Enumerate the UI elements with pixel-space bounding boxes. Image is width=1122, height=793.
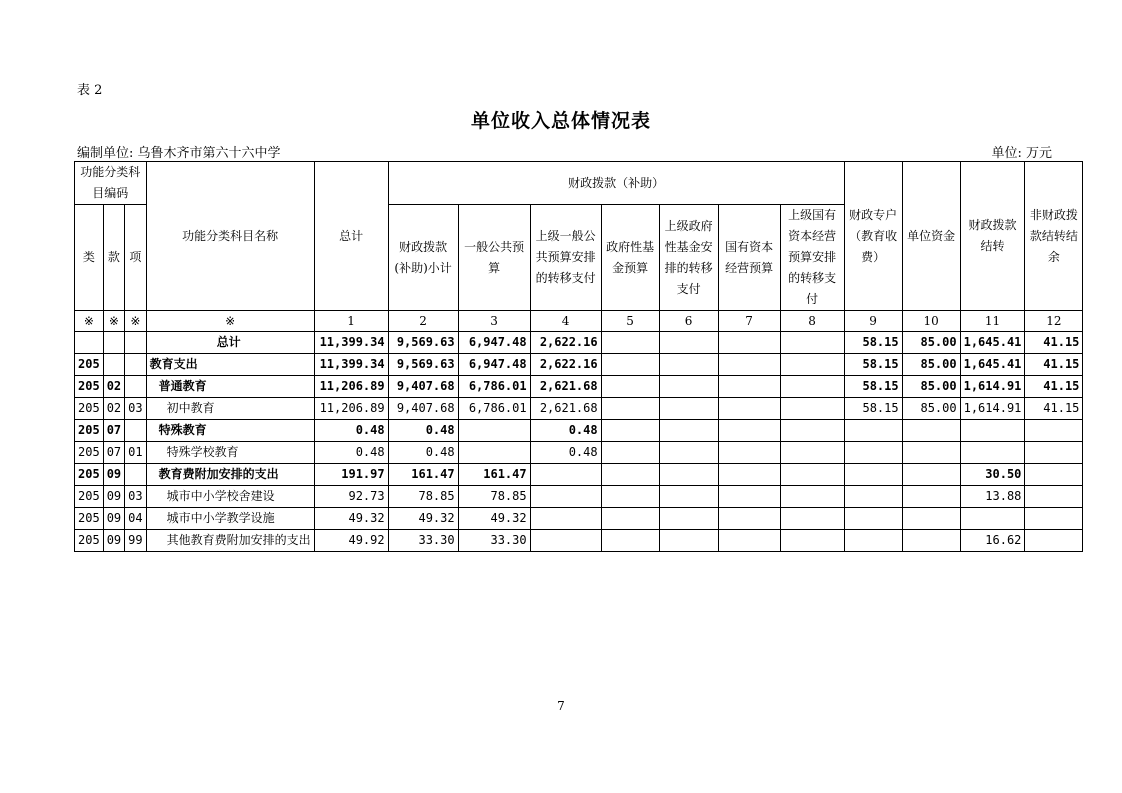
amount-cell: 11,206.89 bbox=[314, 398, 388, 420]
table-row bbox=[75, 420, 1083, 442]
amount-cell: 0.48 bbox=[530, 442, 601, 464]
amount-cell: 78.85 bbox=[388, 486, 458, 508]
header-code-lei: 类 bbox=[75, 205, 104, 311]
amount-cell bbox=[659, 332, 718, 354]
amount-cell bbox=[530, 508, 601, 530]
amount-cell bbox=[780, 486, 844, 508]
code-lei-cell bbox=[75, 332, 104, 354]
amount-cell bbox=[601, 398, 659, 420]
amount-cell: 6,786.01 bbox=[458, 398, 530, 420]
amount-cell bbox=[844, 486, 902, 508]
index-cell: 9 bbox=[844, 311, 902, 332]
amount-cell bbox=[718, 354, 780, 376]
amount-cell: 16.62 bbox=[960, 530, 1025, 552]
amount-cell: 9,407.68 bbox=[388, 398, 458, 420]
amount-cell bbox=[844, 508, 902, 530]
amount-cell bbox=[960, 442, 1025, 464]
code-lei-cell: 205 bbox=[75, 376, 104, 398]
amount-cell: 78.85 bbox=[458, 486, 530, 508]
amount-cell bbox=[902, 420, 960, 442]
amount-cell bbox=[718, 442, 780, 464]
amount-cell bbox=[718, 332, 780, 354]
index-cell: 12 bbox=[1025, 311, 1083, 332]
amount-cell bbox=[1025, 420, 1083, 442]
amount-cell: 0.48 bbox=[314, 442, 388, 464]
code-lei-cell: 205 bbox=[75, 530, 104, 552]
amount-cell bbox=[601, 442, 659, 464]
amount-cell bbox=[659, 376, 718, 398]
header-fiscal-carry: 财政拨款结转 bbox=[960, 162, 1025, 311]
amount-cell: 41.15 bbox=[1025, 354, 1083, 376]
table-row bbox=[75, 398, 1083, 420]
header-code-xiang: 项 bbox=[125, 205, 146, 311]
amount-cell bbox=[1025, 508, 1083, 530]
amount-cell: 58.15 bbox=[844, 376, 902, 398]
code-xiang-cell: 04 bbox=[125, 508, 146, 530]
code-xiang-cell: 03 bbox=[125, 398, 146, 420]
amount-cell: 6,947.48 bbox=[458, 354, 530, 376]
table-row bbox=[75, 376, 1083, 398]
table-row bbox=[75, 508, 1083, 530]
header-unit-fund: 单位资金 bbox=[902, 162, 960, 311]
amount-cell: 33.30 bbox=[458, 530, 530, 552]
index-cell: 10 bbox=[902, 311, 960, 332]
code-lei-cell: 205 bbox=[75, 442, 104, 464]
header-fiscal-group: 财政拨款（补助） bbox=[388, 162, 844, 205]
subject-name-cell: 城市中小学校舍建设 bbox=[146, 486, 314, 508]
subject-name-cell: 初中教育 bbox=[146, 398, 314, 420]
code-lei-cell: 205 bbox=[75, 354, 104, 376]
page-number: 7 bbox=[557, 699, 565, 713]
index-cell: 8 bbox=[780, 311, 844, 332]
amount-cell bbox=[902, 530, 960, 552]
code-xiang-cell: 99 bbox=[125, 530, 146, 552]
index-cell: ※ bbox=[103, 311, 124, 332]
page-title: 单位收入总体情况表 bbox=[470, 110, 651, 132]
index-cell: 2 bbox=[388, 311, 458, 332]
index-cell: 6 bbox=[659, 311, 718, 332]
header-upper-general: 上级一般公共预算安排的转移支付 bbox=[530, 205, 601, 311]
amount-cell: 6,786.01 bbox=[458, 376, 530, 398]
code-kuan-cell bbox=[103, 332, 124, 354]
amount-cell bbox=[601, 420, 659, 442]
index-cell: 5 bbox=[601, 311, 659, 332]
amount-cell: 85.00 bbox=[902, 398, 960, 420]
code-kuan-cell: 09 bbox=[103, 486, 124, 508]
amount-cell bbox=[902, 508, 960, 530]
amount-cell bbox=[780, 420, 844, 442]
index-cell: 3 bbox=[458, 311, 530, 332]
amount-cell: 11,206.89 bbox=[314, 376, 388, 398]
amount-cell: 49.92 bbox=[314, 530, 388, 552]
amount-cell bbox=[902, 486, 960, 508]
amount-cell: 85.00 bbox=[902, 354, 960, 376]
amount-cell bbox=[780, 398, 844, 420]
amount-cell bbox=[659, 442, 718, 464]
amount-cell: 2,621.68 bbox=[530, 376, 601, 398]
code-lei-cell: 205 bbox=[75, 508, 104, 530]
code-xiang-cell bbox=[125, 332, 146, 354]
table-row bbox=[75, 464, 1083, 486]
header-nonfiscal-carry: 非财政拨款结转结余 bbox=[1025, 162, 1083, 311]
index-cell: 7 bbox=[718, 311, 780, 332]
amount-cell: 58.15 bbox=[844, 354, 902, 376]
code-lei-cell: 205 bbox=[75, 486, 104, 508]
amount-cell bbox=[844, 464, 902, 486]
amount-cell bbox=[530, 486, 601, 508]
subject-name-cell: 普通教育 bbox=[146, 376, 314, 398]
amount-cell bbox=[659, 486, 718, 508]
amount-cell bbox=[601, 354, 659, 376]
subject-name-cell: 特殊教育 bbox=[146, 420, 314, 442]
amount-cell bbox=[718, 530, 780, 552]
table-row bbox=[75, 442, 1083, 464]
code-kuan-cell: 07 bbox=[103, 442, 124, 464]
code-xiang-cell bbox=[125, 354, 146, 376]
code-kuan-cell: 09 bbox=[103, 508, 124, 530]
amount-cell bbox=[780, 464, 844, 486]
amount-cell: 41.15 bbox=[1025, 376, 1083, 398]
amount-cell bbox=[659, 508, 718, 530]
amount-cell: 0.48 bbox=[314, 420, 388, 442]
code-xiang-cell bbox=[125, 376, 146, 398]
code-kuan-cell bbox=[103, 354, 124, 376]
amount-cell bbox=[718, 376, 780, 398]
header-special-edu: 财政专户（教育收费） bbox=[844, 162, 902, 311]
amount-cell: 11,399.34 bbox=[314, 354, 388, 376]
index-cell: 4 bbox=[530, 311, 601, 332]
code-lei-cell: 205 bbox=[75, 398, 104, 420]
amount-cell: 2,622.16 bbox=[530, 354, 601, 376]
header-total: 总计 bbox=[314, 162, 388, 311]
index-row bbox=[75, 311, 1083, 332]
amount-cell: 1,614.91 bbox=[960, 376, 1025, 398]
header-gov-fund: 政府性基金预算 bbox=[601, 205, 659, 311]
amount-cell: 0.48 bbox=[530, 420, 601, 442]
amount-cell: 1,645.41 bbox=[960, 354, 1025, 376]
income-table bbox=[74, 161, 1083, 552]
amount-cell bbox=[601, 376, 659, 398]
amount-cell bbox=[659, 354, 718, 376]
table-number: 表 2 bbox=[77, 83, 103, 98]
amount-cell: 13.88 bbox=[960, 486, 1025, 508]
amount-cell: 161.47 bbox=[388, 464, 458, 486]
index-cell: ※ bbox=[125, 311, 146, 332]
amount-cell: 11,399.34 bbox=[314, 332, 388, 354]
header-upper-fund: 上级政府性基金安排的转移支付 bbox=[659, 205, 718, 311]
amount-cell: 92.73 bbox=[314, 486, 388, 508]
subject-name-cell: 教育费附加安排的支出 bbox=[146, 464, 314, 486]
code-kuan-cell: 09 bbox=[103, 530, 124, 552]
code-xiang-cell bbox=[125, 464, 146, 486]
amount-cell: 9,569.63 bbox=[388, 332, 458, 354]
amount-cell: 1,614.91 bbox=[960, 398, 1025, 420]
header-code-group: 功能分类科目编码 bbox=[75, 162, 147, 205]
amount-cell bbox=[530, 530, 601, 552]
header-state-capital: 国有资本经营预算 bbox=[718, 205, 780, 311]
amount-cell: 85.00 bbox=[902, 376, 960, 398]
table-row bbox=[75, 332, 1083, 354]
amount-cell bbox=[601, 464, 659, 486]
amount-cell bbox=[601, 332, 659, 354]
amount-cell: 0.48 bbox=[388, 420, 458, 442]
index-cell: ※ bbox=[146, 311, 314, 332]
amount-cell bbox=[844, 530, 902, 552]
code-lei-cell: 205 bbox=[75, 464, 104, 486]
amount-cell: 49.32 bbox=[314, 508, 388, 530]
subject-name-cell: 教育支出 bbox=[146, 354, 314, 376]
amount-cell bbox=[458, 420, 530, 442]
unit-label: 单位: 万元 bbox=[991, 146, 1052, 161]
amount-cell: 6,947.48 bbox=[458, 332, 530, 354]
amount-cell bbox=[601, 530, 659, 552]
amount-cell bbox=[1025, 464, 1083, 486]
code-xiang-cell bbox=[125, 420, 146, 442]
amount-cell: 0.48 bbox=[388, 442, 458, 464]
amount-cell: 2,621.68 bbox=[530, 398, 601, 420]
header-fiscal-subtotal: 财政拨款(补助)小计 bbox=[388, 205, 458, 311]
amount-cell bbox=[659, 464, 718, 486]
amount-cell bbox=[960, 420, 1025, 442]
amount-cell bbox=[960, 508, 1025, 530]
amount-cell: 49.32 bbox=[388, 508, 458, 530]
amount-cell: 9,569.63 bbox=[388, 354, 458, 376]
header-upper-state-capital: 上级国有资本经营预算安排的转移支付 bbox=[780, 205, 844, 311]
amount-cell bbox=[1025, 486, 1083, 508]
code-kuan-cell: 02 bbox=[103, 376, 124, 398]
header-name: 功能分类科目名称 bbox=[146, 162, 314, 311]
organization-label: 编制单位: 乌鲁木齐市第六十六中学 bbox=[77, 146, 281, 161]
amount-cell: 58.15 bbox=[844, 332, 902, 354]
amount-cell bbox=[780, 332, 844, 354]
amount-cell: 33.30 bbox=[388, 530, 458, 552]
amount-cell bbox=[718, 420, 780, 442]
amount-cell bbox=[780, 376, 844, 398]
amount-cell bbox=[601, 508, 659, 530]
table-row bbox=[75, 354, 1083, 376]
code-xiang-cell: 03 bbox=[125, 486, 146, 508]
amount-cell bbox=[844, 442, 902, 464]
amount-cell: 30.50 bbox=[960, 464, 1025, 486]
amount-cell bbox=[780, 508, 844, 530]
amount-cell bbox=[780, 442, 844, 464]
code-kuan-cell: 09 bbox=[103, 464, 124, 486]
amount-cell bbox=[718, 508, 780, 530]
amount-cell: 2,622.16 bbox=[530, 332, 601, 354]
code-kuan-cell: 02 bbox=[103, 398, 124, 420]
code-lei-cell: 205 bbox=[75, 420, 104, 442]
header-code-kuan: 款 bbox=[103, 205, 124, 311]
amount-cell: 161.47 bbox=[458, 464, 530, 486]
amount-cell bbox=[718, 486, 780, 508]
subject-name-cell: 特殊学校教育 bbox=[146, 442, 314, 464]
amount-cell bbox=[659, 398, 718, 420]
amount-cell bbox=[659, 420, 718, 442]
amount-cell: 1,645.41 bbox=[960, 332, 1025, 354]
code-xiang-cell: 01 bbox=[125, 442, 146, 464]
code-kuan-cell: 07 bbox=[103, 420, 124, 442]
amount-cell bbox=[718, 398, 780, 420]
amount-cell bbox=[902, 464, 960, 486]
table-row bbox=[75, 530, 1083, 552]
amount-cell bbox=[458, 442, 530, 464]
amount-cell bbox=[1025, 442, 1083, 464]
amount-cell bbox=[1025, 530, 1083, 552]
amount-cell: 191.97 bbox=[314, 464, 388, 486]
index-cell: 11 bbox=[960, 311, 1025, 332]
amount-cell bbox=[530, 464, 601, 486]
amount-cell bbox=[601, 486, 659, 508]
amount-cell bbox=[718, 464, 780, 486]
amount-cell: 49.32 bbox=[458, 508, 530, 530]
amount-cell bbox=[780, 530, 844, 552]
header-general-budget: 一般公共预算 bbox=[458, 205, 530, 311]
subject-name-cell: 总计 bbox=[146, 332, 314, 354]
table-row bbox=[75, 486, 1083, 508]
amount-cell bbox=[780, 354, 844, 376]
amount-cell: 9,407.68 bbox=[388, 376, 458, 398]
index-cell: 1 bbox=[314, 311, 388, 332]
subject-name-cell: 其他教育费附加安排的支出 bbox=[146, 530, 314, 552]
amount-cell: 58.15 bbox=[844, 398, 902, 420]
amount-cell bbox=[659, 530, 718, 552]
subject-name-cell: 城市中小学教学设施 bbox=[146, 508, 314, 530]
amount-cell bbox=[844, 420, 902, 442]
amount-cell: 41.15 bbox=[1025, 398, 1083, 420]
index-cell: ※ bbox=[75, 311, 104, 332]
amount-cell bbox=[902, 442, 960, 464]
amount-cell: 85.00 bbox=[902, 332, 960, 354]
amount-cell: 41.15 bbox=[1025, 332, 1083, 354]
